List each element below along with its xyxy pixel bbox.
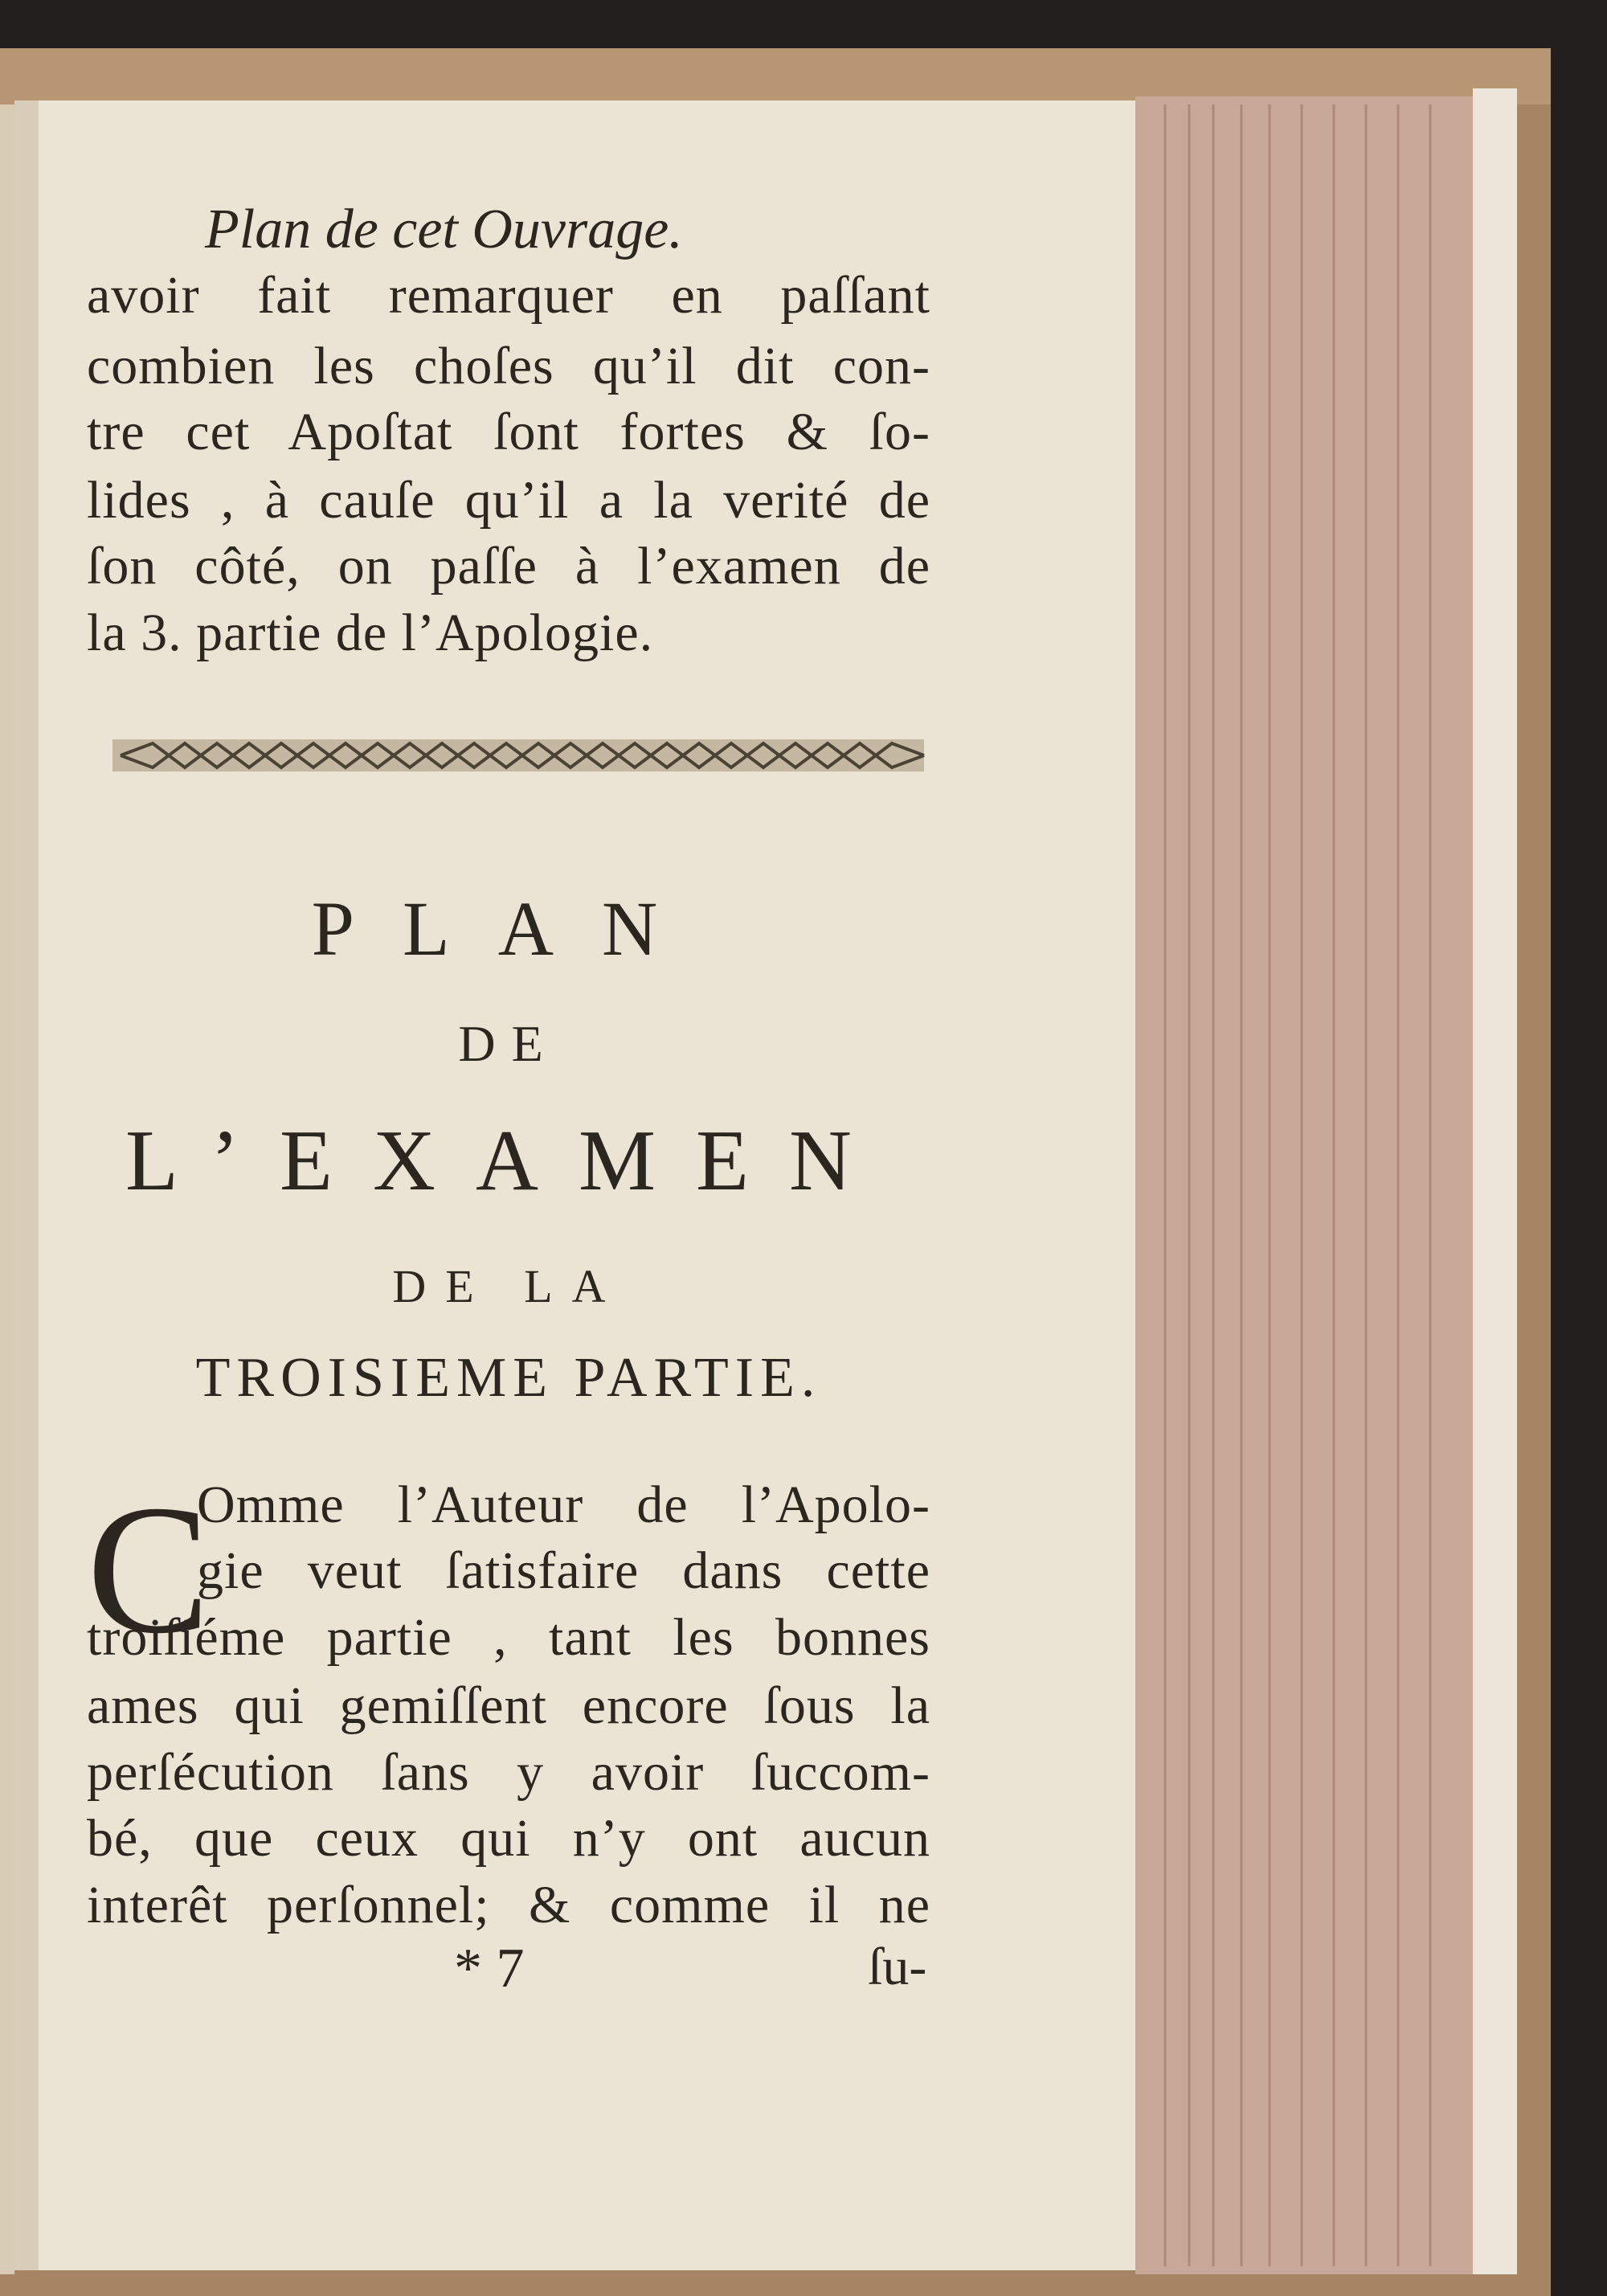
- page-gutter-shadow: [14, 100, 39, 2270]
- paragraph-2-line-5: perſécution ſans y avoir ſuccom-: [87, 1743, 930, 1802]
- left-page-edge: [0, 104, 14, 2274]
- paragraph-2-line-6: bé, que ceux qui n’y ont aucun: [87, 1809, 930, 1868]
- title-plan: PLAN: [311, 886, 706, 972]
- paragraph-1-line-5: ſon côté, on paſſe à l’examen de: [87, 537, 930, 595]
- drop-cap: C: [87, 1467, 211, 1672]
- paragraph-1-line-2: combien les choſes qu’il dit con-: [87, 337, 930, 395]
- paragraph-1-line-1: avoir fait remarquer en paſſant: [87, 266, 930, 325]
- signature-mark: * 7: [454, 1938, 525, 1999]
- page-fore-edge: [1135, 96, 1473, 2274]
- paragraph-1-line-4: lides , à cauſe qu’il a la verité de: [87, 471, 930, 530]
- paragraph-2-line-1: Omme l’Auteur de l’Apolo-: [197, 1475, 930, 1534]
- title-examen: L’EXAMEN: [125, 1113, 892, 1209]
- paragraph-2-line-4: ames qui gemiſſent encore ſous la: [87, 1676, 930, 1735]
- running-head: Plan de cet Ouvrage.: [205, 198, 683, 260]
- endpaper: [1473, 88, 1517, 2274]
- title-de-la: DE LA: [392, 1260, 625, 1312]
- title-de: DE: [458, 1015, 559, 1072]
- title-troisieme-partie: TROISIEME PARTIE.: [195, 1347, 822, 1409]
- cover-top-edge: [0, 48, 1551, 104]
- paragraph-1-line-6: la 3. partie de l’Apologie.: [87, 604, 654, 662]
- catchword: ſu-: [868, 1938, 927, 1996]
- paragraph-2-line-7: interêt perſonnel; & comme il ne: [87, 1876, 930, 1934]
- paragraph-2-line-3: troiſiéme partie , tant les bonnes: [87, 1608, 930, 1667]
- paragraph-1-line-3: tre cet Apoſtat ſont fortes & ſo-: [87, 403, 930, 461]
- paragraph-2-line-2: gie veut ſatisfaire dans cette: [197, 1541, 930, 1600]
